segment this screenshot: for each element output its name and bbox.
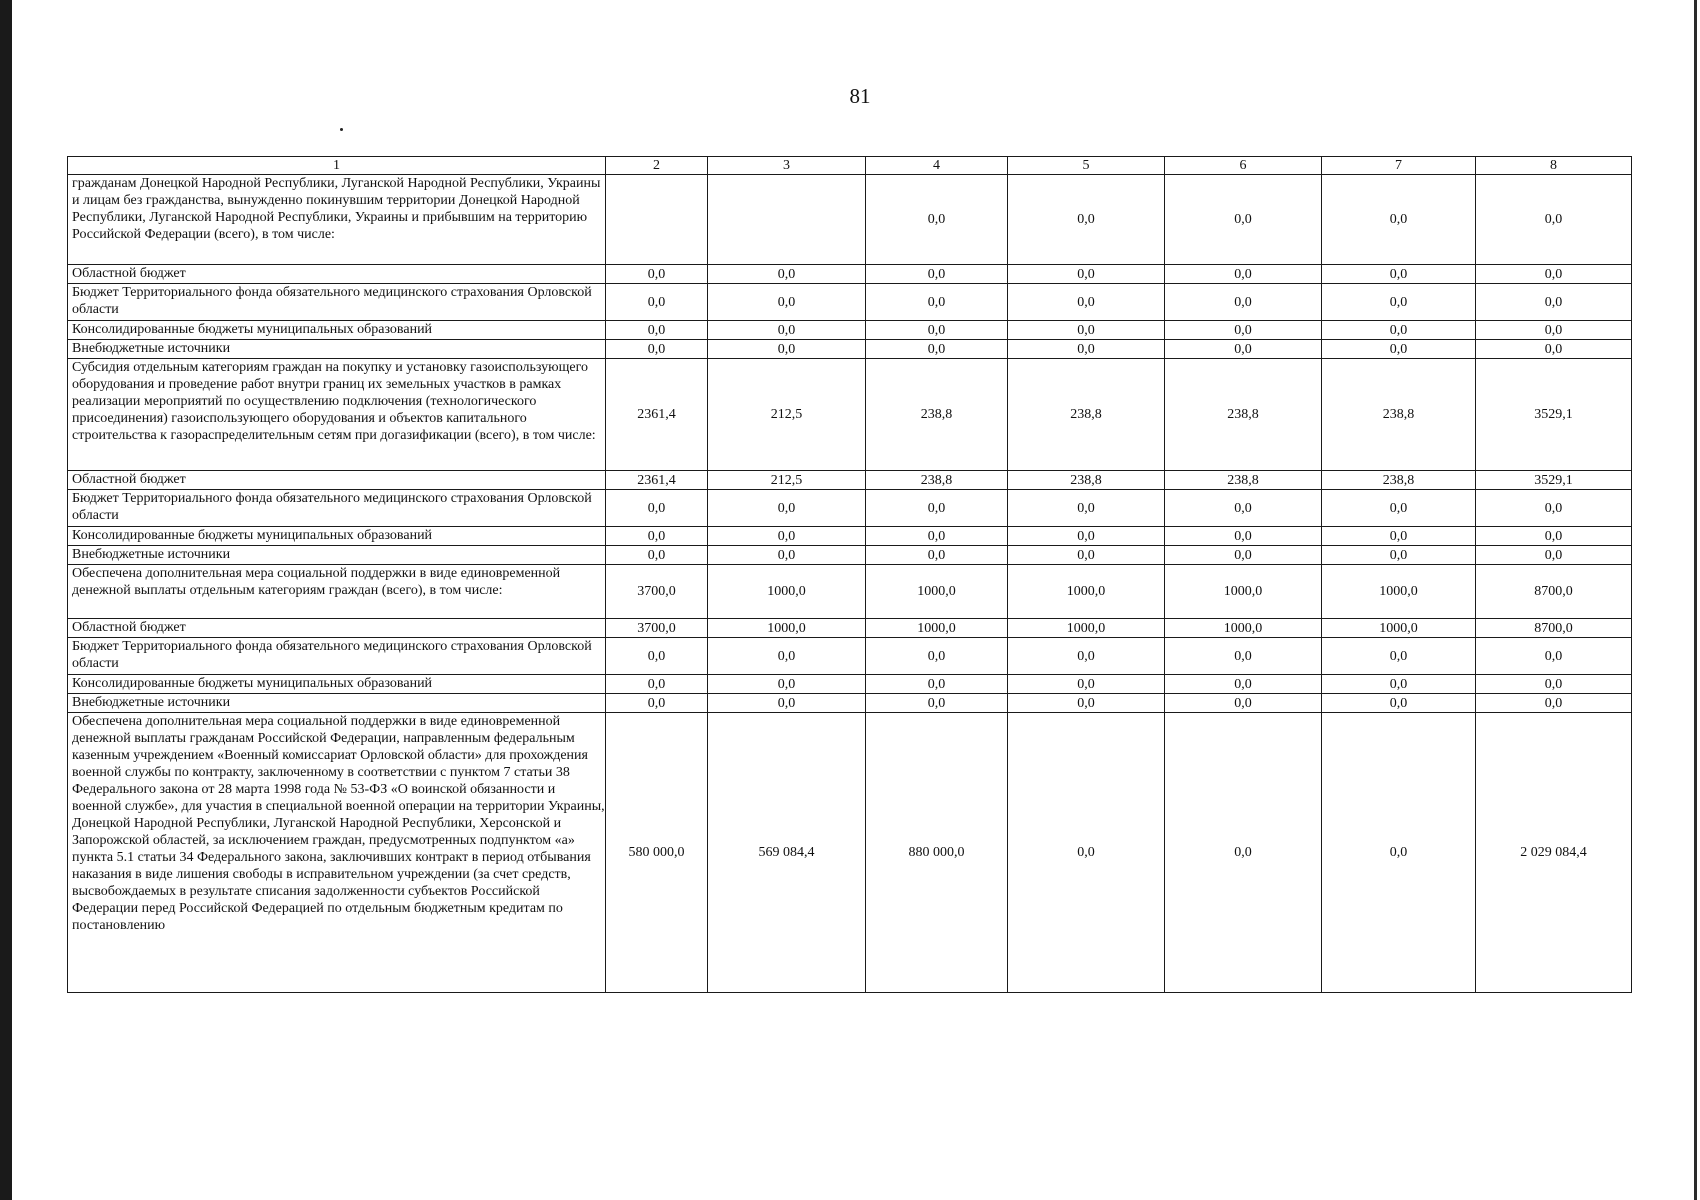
table-row [68, 546, 1632, 565]
row-label: Бюджет Территориального фонда обязательного медицинского страхования Орловской области [68, 638, 606, 675]
value-cell: 0,0 [708, 265, 866, 284]
value-cell: 238,8 [1008, 359, 1165, 471]
table-row [68, 694, 1632, 713]
value-cell: 0,0 [708, 527, 866, 546]
scan-left-border [0, 0, 12, 1200]
page-number: 81 [849, 84, 871, 108]
table-row [68, 340, 1632, 359]
value-cell: 0,0 [1322, 284, 1476, 321]
value-cell: 0,0 [1322, 527, 1476, 546]
value-cell: 580 000,0 [606, 713, 708, 993]
value-cell: 0,0 [606, 340, 708, 359]
value-cell: 0,0 [1476, 321, 1632, 340]
value-cell: 2361,4 [606, 359, 708, 471]
value-cell: 0,0 [1476, 694, 1632, 713]
row-label: Обеспечена дополнительная мера социальной поддержки в виде единовременной денежной выплаты гражданам Российской Федерации, направленным федеральным казенным учреждением «Военный комиссариат Орловской области» для прохождения военной службы по контракту, заключенному в соответствии с пунктом 7 статьи 38 Федерального закона от 28 марта 1998 года № 53-ФЗ «О воинской обязанности и военной службе», для участия в специальной военной операции на территории Украины, Донецкой Народной Республики, Луганской Народной Республики, Херсонской и Запорожской областей, за исключением граждан, предусмотренных подпунктом «а» пункта 5.1 статьи 34 Федерального закона, заключивших контракт в период отбывания наказания в виде лишения свободы в исправительном учреждении (за счет средств, высвобождаемых в результате списания задолженности субъектов Российской Федерации перед Российской Федерацией по отдельным бюджетным кредитам по постановлению [68, 713, 606, 993]
value-cell: 0,0 [1476, 546, 1632, 565]
value-cell: 3529,1 [1476, 471, 1632, 490]
value-cell: 0,0 [606, 265, 708, 284]
value-cell: 0,0 [708, 694, 866, 713]
header-cell: 6 [1165, 157, 1322, 175]
value-cell: 0,0 [866, 675, 1008, 694]
value-cell: 0,0 [606, 490, 708, 527]
value-cell: 0,0 [1008, 694, 1165, 713]
value-cell: 0,0 [1008, 175, 1165, 265]
value-cell: 0,0 [708, 321, 866, 340]
table-row [68, 471, 1632, 490]
value-cell: 212,5 [708, 359, 866, 471]
row-label: Консолидированные бюджеты муниципальных образований [68, 321, 606, 340]
value-cell: 0,0 [1476, 175, 1632, 265]
value-cell: 0,0 [1476, 340, 1632, 359]
value-cell: 0,0 [606, 694, 708, 713]
table-row [68, 565, 1632, 619]
scan-speck [340, 128, 343, 131]
value-cell: 0,0 [708, 546, 866, 565]
header-cell: 3 [708, 157, 866, 175]
value-cell: 0,0 [1322, 546, 1476, 565]
value-cell: 0,0 [1008, 713, 1165, 993]
value-cell: 0,0 [1165, 546, 1322, 565]
value-cell: 3700,0 [606, 565, 708, 619]
value-cell: 1000,0 [1008, 565, 1165, 619]
value-cell: 1000,0 [708, 565, 866, 619]
value-cell: 0,0 [606, 638, 708, 675]
value-cell: 0,0 [1322, 321, 1476, 340]
value-cell: 0,0 [1165, 340, 1322, 359]
value-cell: 0,0 [1476, 265, 1632, 284]
value-cell: 0,0 [606, 321, 708, 340]
value-cell: 0,0 [1476, 675, 1632, 694]
value-cell: 0,0 [606, 527, 708, 546]
value-cell: 880 000,0 [866, 713, 1008, 993]
value-cell: 0,0 [1322, 490, 1476, 527]
table-row [68, 527, 1632, 546]
value-cell [708, 175, 866, 265]
table-body [68, 157, 1632, 993]
value-cell: 0,0 [1008, 321, 1165, 340]
value-cell: 0,0 [1476, 284, 1632, 321]
row-label: Бюджет Территориального фонда обязательного медицинского страхования Орловской области [68, 490, 606, 527]
table-row [68, 359, 1632, 471]
value-cell: 1000,0 [708, 619, 866, 638]
value-cell: 0,0 [606, 546, 708, 565]
value-cell: 0,0 [1322, 175, 1476, 265]
value-cell: 0,0 [866, 638, 1008, 675]
value-cell: 0,0 [866, 321, 1008, 340]
table-row [68, 619, 1632, 638]
value-cell: 0,0 [866, 546, 1008, 565]
row-label: Бюджет Территориального фонда обязательного медицинского страхования Орловской области [68, 284, 606, 321]
header-cell: 5 [1008, 157, 1165, 175]
row-label: Внебюджетные источники [68, 546, 606, 565]
value-cell [606, 175, 708, 265]
value-cell: 212,5 [708, 471, 866, 490]
value-cell: 0,0 [1008, 638, 1165, 675]
value-cell: 0,0 [1008, 527, 1165, 546]
value-cell: 0,0 [1008, 490, 1165, 527]
value-cell: 0,0 [866, 490, 1008, 527]
row-label: Внебюджетные источники [68, 694, 606, 713]
budget-table [67, 156, 1632, 993]
value-cell: 0,0 [1476, 490, 1632, 527]
value-cell: 238,8 [1008, 471, 1165, 490]
value-cell: 0,0 [1165, 675, 1322, 694]
value-cell: 0,0 [708, 490, 866, 527]
header-row [68, 157, 1632, 175]
scan-right-edge [1694, 0, 1697, 1200]
value-cell: 0,0 [1008, 265, 1165, 284]
table-row [68, 265, 1632, 284]
value-cell: 1000,0 [866, 619, 1008, 638]
value-cell: 1000,0 [1165, 565, 1322, 619]
value-cell: 2361,4 [606, 471, 708, 490]
table-row [68, 321, 1632, 340]
value-cell: 1000,0 [1008, 619, 1165, 638]
row-label: Областной бюджет [68, 619, 606, 638]
value-cell: 0,0 [1165, 527, 1322, 546]
table-row [68, 175, 1632, 265]
value-cell: 0,0 [1322, 694, 1476, 713]
value-cell: 0,0 [1322, 638, 1476, 675]
value-cell: 1000,0 [866, 565, 1008, 619]
value-cell: 0,0 [866, 527, 1008, 546]
value-cell: 1000,0 [1165, 619, 1322, 638]
value-cell: 8700,0 [1476, 619, 1632, 638]
table-row [68, 638, 1632, 675]
value-cell: 0,0 [708, 638, 866, 675]
row-label: Консолидированные бюджеты муниципальных образований [68, 527, 606, 546]
value-cell: 569 084,4 [708, 713, 866, 993]
value-cell: 238,8 [866, 359, 1008, 471]
table-row [68, 675, 1632, 694]
value-cell: 0,0 [866, 265, 1008, 284]
value-cell: 0,0 [708, 675, 866, 694]
value-cell: 2 029 084,4 [1476, 713, 1632, 993]
value-cell: 0,0 [708, 284, 866, 321]
value-cell: 0,0 [1476, 527, 1632, 546]
value-cell: 238,8 [1165, 471, 1322, 490]
value-cell: 0,0 [1008, 340, 1165, 359]
value-cell: 0,0 [1165, 265, 1322, 284]
value-cell: 0,0 [1165, 638, 1322, 675]
value-cell: 0,0 [1165, 321, 1322, 340]
value-cell: 8700,0 [1476, 565, 1632, 619]
row-label: Обеспечена дополнительная мера социальной поддержки в виде единовременной денежной выплаты отдельным категориям граждан (всего), в том числе: [68, 565, 606, 619]
value-cell: 3700,0 [606, 619, 708, 638]
value-cell: 0,0 [1476, 638, 1632, 675]
table-row [68, 713, 1632, 993]
row-label: гражданам Донецкой Народной Республики, Луганской Народной Республики, Украины и лицам без гражданства, вынужденно покинувшим территории Донецкой Народной Республики, Луганской Народной Республики, Украины и прибывшим на территорию Российской Федерации (всего), в том числе: [68, 175, 606, 265]
value-cell: 0,0 [1008, 675, 1165, 694]
value-cell: 0,0 [1322, 675, 1476, 694]
value-cell: 0,0 [1322, 713, 1476, 993]
value-cell: 0,0 [1008, 284, 1165, 321]
value-cell: 0,0 [1165, 284, 1322, 321]
value-cell: 238,8 [866, 471, 1008, 490]
value-cell: 238,8 [1165, 359, 1322, 471]
value-cell: 238,8 [1322, 359, 1476, 471]
value-cell: 0,0 [1322, 265, 1476, 284]
value-cell: 0,0 [708, 340, 866, 359]
row-label: Субсидия отдельным категориям граждан на покупку и установку газоиспользующего оборудования и проведение работ внутри границ их земельных участков в рамках реализации мероприятий по осуществлению подключения (технологического присоединения) газоиспользующего оборудования и объектов капитального строительства к газораспределительным сетям при догазификации (всего), в том числе: [68, 359, 606, 471]
value-cell: 0,0 [1165, 694, 1322, 713]
row-label: Внебюджетные источники [68, 340, 606, 359]
header-cell: 8 [1476, 157, 1632, 175]
value-cell: 0,0 [1165, 713, 1322, 993]
value-cell: 1000,0 [1322, 619, 1476, 638]
value-cell: 0,0 [1165, 490, 1322, 527]
value-cell: 0,0 [1322, 340, 1476, 359]
value-cell: 238,8 [1322, 471, 1476, 490]
row-label: Консолидированные бюджеты муниципальных образований [68, 675, 606, 694]
value-cell: 0,0 [866, 694, 1008, 713]
row-label: Областной бюджет [68, 471, 606, 490]
header-cell: 2 [606, 157, 708, 175]
table-row [68, 490, 1632, 527]
value-cell: 0,0 [866, 340, 1008, 359]
value-cell: 0,0 [1008, 546, 1165, 565]
header-cell: 4 [866, 157, 1008, 175]
table-row [68, 284, 1632, 321]
value-cell: 0,0 [606, 675, 708, 694]
value-cell: 3529,1 [1476, 359, 1632, 471]
header-cell: 7 [1322, 157, 1476, 175]
value-cell: 0,0 [1165, 175, 1322, 265]
value-cell: 1000,0 [1322, 565, 1476, 619]
header-cell: 1 [68, 157, 606, 175]
value-cell: 0,0 [606, 284, 708, 321]
row-label: Областной бюджет [68, 265, 606, 284]
value-cell: 0,0 [866, 284, 1008, 321]
value-cell: 0,0 [866, 175, 1008, 265]
